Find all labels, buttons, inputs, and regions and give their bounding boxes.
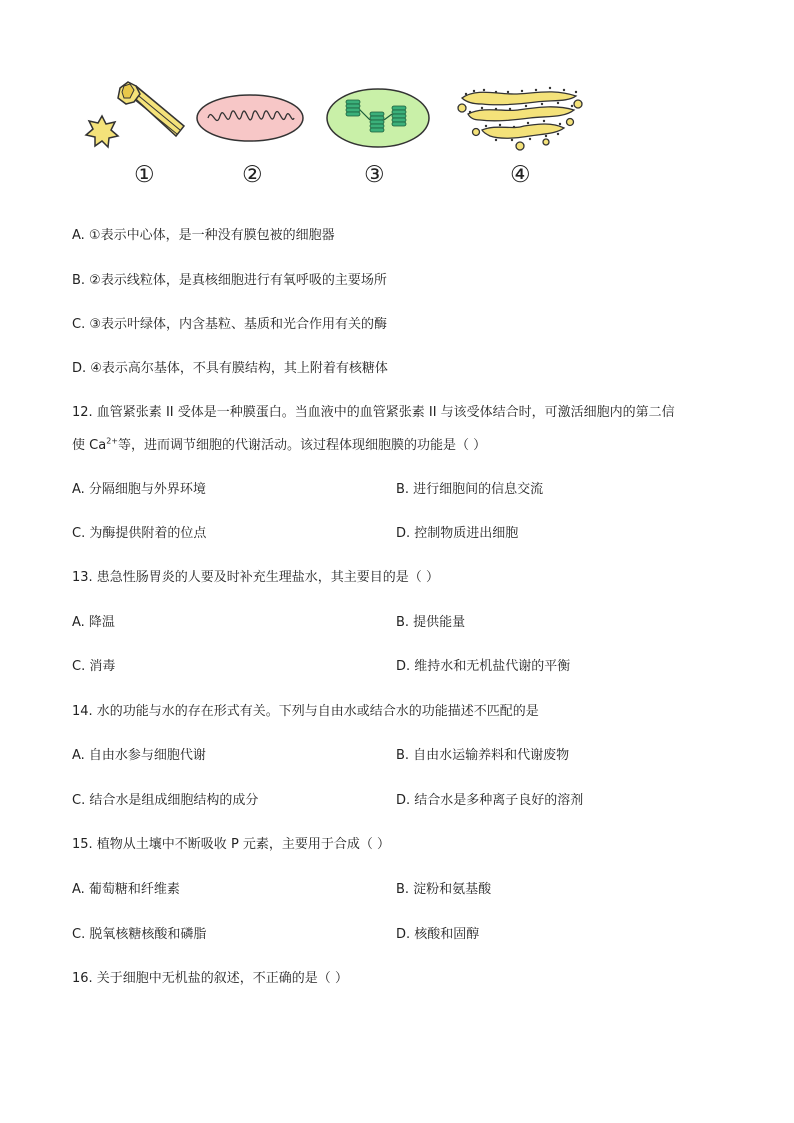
mitochondrion-illustration <box>194 92 306 144</box>
q11-option-a: A. ①表示中心体，是一种没有膜包被的细胞器 <box>72 228 335 243</box>
q13-option-c: C. 消毒 <box>72 659 116 674</box>
q14-option-c: C. 结合水是组成细胞结构的成分 <box>72 793 259 808</box>
q16-stem: 16. 关于细胞中无机盐的叙述，不正确的是（ ） <box>72 971 348 986</box>
q13-option-a: A. 降温 <box>72 615 115 630</box>
q11-option-c: C. ③表示叶绿体，内含基粒、基质和光合作用有关的酶 <box>72 317 387 332</box>
centriole-cylinder <box>118 82 184 136</box>
q12-option-d: D. 控制物质进出细胞 <box>396 526 519 541</box>
q14-stem: 14. 水的功能与水的存在形式有关。下列与自由水或结合水的功能描述不匹配的是 <box>72 704 539 719</box>
q12-stem-line2-post: 等，进而调节细胞的代谢活动。该过程体现细胞膜的功能是（ ） <box>117 438 487 453</box>
q15-option-b: B. 淀粉和氨基酸 <box>396 882 492 897</box>
centriole-illustration <box>84 78 194 158</box>
q14-option-a: A. 自由水参与细胞代谢 <box>72 748 206 763</box>
q12-stem-line1: 12. 血管紧张素 II 受体是一种膜蛋白。当血液中的血管紧张素 II 与该受体结合时，可激活细胞内的第二信 <box>72 405 675 420</box>
q12-stem-line2-pre: 使 Ca <box>72 438 107 453</box>
q12-option-b: B. 进行细胞间的信息交流 <box>396 482 544 497</box>
q14-option-d: D. 结合水是多种离子良好的溶剂 <box>396 793 584 808</box>
figure-label-1: ① <box>134 162 155 188</box>
q12-calcium-charge: 2+ <box>106 436 118 446</box>
q15-option-c: C. 脱氧核糖核酸和磷脂 <box>72 927 207 942</box>
q12-stem-line2 <box>72 436 486 456</box>
organelle-figure <box>78 70 598 200</box>
q15-stem: 15. 植物从土壤中不断吸收 P 元素，主要用于合成（ ） <box>72 837 391 852</box>
q13-option-d: D. 维持水和无机盐代谢的平衡 <box>396 659 571 674</box>
q14-option-b: B. 自由水运输养料和代谢废物 <box>396 748 570 763</box>
q13-option-b: B. 提供能量 <box>396 615 466 630</box>
figure-label-4: ④ <box>510 162 531 188</box>
golgi-illustration <box>456 84 584 154</box>
q11-option-d: D. ④表示高尔基体，不具有膜结构，其上附着有核糖体 <box>72 361 388 376</box>
figure-label-3: ③ <box>364 162 385 188</box>
figure-label-2: ② <box>242 162 263 188</box>
q15-option-d: D. 核酸和固醇 <box>396 927 480 942</box>
q12-option-c: C. 为酶提供附着的位点 <box>72 526 207 541</box>
q12-option-a: A. 分隔细胞与外界环境 <box>72 482 206 497</box>
centriole-cross-section <box>86 116 118 147</box>
q13-stem: 13. 患急性肠胃炎的人要及时补充生理盐水，其主要目的是（ ） <box>72 570 439 585</box>
q15-option-a: A. 葡萄糖和纤维素 <box>72 882 180 897</box>
q11-option-b: B. ②表示线粒体，是真核细胞进行有氧呼吸的主要场所 <box>72 273 387 288</box>
chloroplast-illustration <box>324 86 432 150</box>
